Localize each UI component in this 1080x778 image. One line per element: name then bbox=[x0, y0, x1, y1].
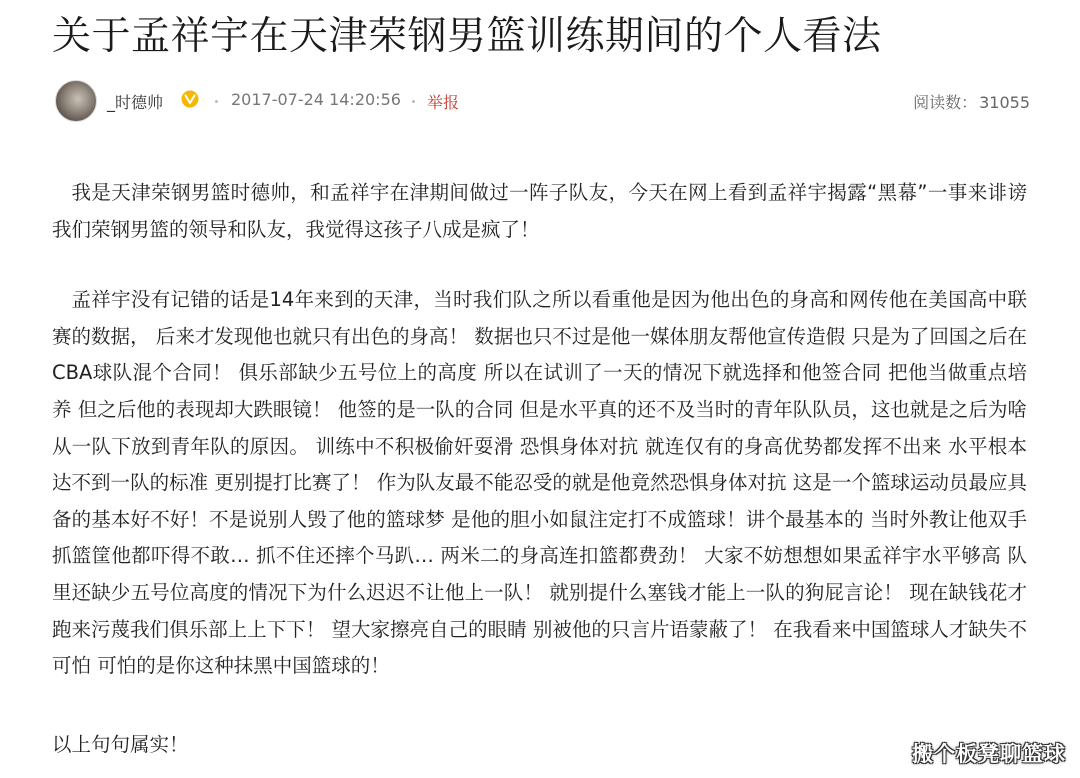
separator-dot bbox=[412, 100, 415, 103]
article-paragraph: 孟祥宇没有记错的话是14年来到的天津，当时我们队之所以看重他是因为他出色的身高和网传他在美国高中联赛的数据， 后来才发现他也就只有出色的身高！ 数据也只不过是他一媒体朋友帮他宣传造假 只是为了回国之后在CBA球队混个合同！ 俱乐部缺少五号位上的高度 所以在试训了一天的情况下就选择和他签合同 把他当做重点培养 但之后他的表现却大跌眼镜！ 他签的是一队的合同 但是水平真的还不及当时的青年队队员，这也就是之后为啥从一队下放到青年队的原因。 训练中不积极偷奸耍滑 恐惧身体对抗 就连仅有的身高优势都发挥不出来 水平根本达不到一队的标准 更别提打比赛了！ 作为队友最不能忍受的就是他竟然恐惧身体对抗 这是一个篮球运动员最应具备的基本好不好！不是说别人毁了他的篮球梦 是他的胆小如鼠注定打不成篮球！讲个最基本的 当时外教让他双手抓篮筐他都吓得不敢… 抓不住还摔个马趴… 两米二的身高连扣篮都费劲！ 大家不妨想想如果孟祥宇水平够高 队里还缺少五号位高度的情况下为什么迟迟不让他上一队！ 就别提什么塞钱才能上一队的狗屁言论！ 现在缺钱花才跑来污蔑我们俱乐部上上下下！ 望大家擦亮自己的眼睛 别被他的只言片语蒙蔽了！ 在我看来中国篮球人才缺失不可怕 可怕的是你这种抹黑中国篮球的！ bbox=[52, 288, 1027, 678]
watermark: 搬个板凳聊篮球 bbox=[912, 742, 1066, 766]
article-closing: 以上句句属实！ bbox=[52, 733, 189, 756]
article-title: 关于孟祥宇在天津荣钢男篮训练期间的个人看法 bbox=[52, 14, 882, 59]
author-name[interactable]: _时德帅 bbox=[107, 93, 164, 112]
read-count bbox=[913, 90, 1030, 113]
separator-dot bbox=[215, 100, 218, 103]
author-avatar[interactable] bbox=[55, 80, 97, 122]
report-link[interactable]: 举报 bbox=[427, 93, 460, 112]
article-meta-bar bbox=[55, 80, 1035, 122]
publish-date: 2017-07-24 14:20:56 bbox=[231, 90, 401, 109]
article-body bbox=[52, 175, 1027, 719]
article-paragraph: 我是天津荣钢男篮时德帅，和孟祥宇在津期间做过一阵子队友，今天在网上看到孟祥宇揭露“黑幕”一事来诽谤我们荣钢男篮的领导和队友，我觉得这孩子八成是疯了！ bbox=[52, 181, 1027, 241]
verified-v-icon bbox=[181, 90, 199, 108]
read-count-value: 31055 bbox=[979, 93, 1030, 112]
read-count-label: 阅读数： bbox=[913, 93, 978, 112]
